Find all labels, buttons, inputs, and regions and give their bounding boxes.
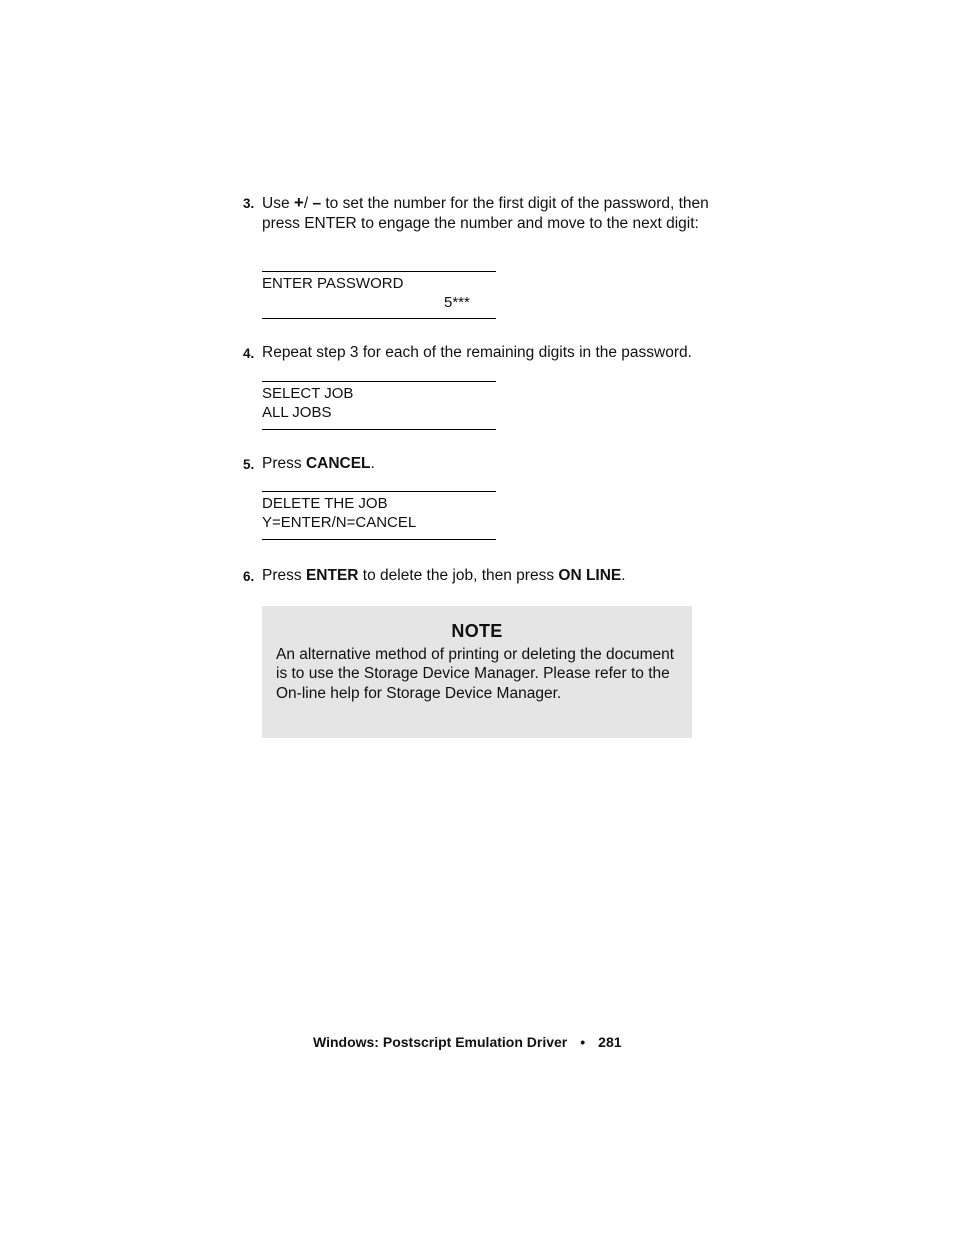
step-number: 6. [243,569,255,584]
display-line-1: DELETE THE JOB [262,495,388,512]
step-number: 5. [243,457,255,472]
plus-symbol: + [293,193,304,212]
display-line-1: SELECT JOB [262,385,354,402]
minus-symbol: – [312,195,322,212]
step-5 [243,454,733,474]
cancel-key-label: CANCEL [305,455,371,472]
step-6 [243,566,733,586]
step-number: 4. [243,346,255,361]
step-4 [243,343,733,363]
display-line-2: ALL JOBS [262,404,332,421]
page-number: 281 [598,1034,622,1050]
step-text: Press CANCEL. [262,455,375,472]
footer-title: Windows: Postscript Emulation Driver [313,1034,568,1050]
step-text: Use +/ – to set the number for the first digit of the password, then press ENTER to engage the number and move to the next digit: [262,193,709,232]
step-text: Repeat step 3 for each of the remaining digits in the password. [262,344,692,361]
page-footer [313,1034,622,1050]
lcd-display-delete-job [262,491,496,540]
display-line-1: ENTER PASSWORD [262,275,404,292]
lcd-display-enter-password [262,271,496,319]
display-line-2: 5*** [444,294,470,311]
note-title: NOTE [451,621,503,641]
step-3 [243,193,733,234]
enter-key-label: ENTER [305,567,359,584]
display-line-2: Y=ENTER/N=CANCEL [262,514,417,531]
note-body: An alternative method of printing or deleting the document is to use the Storage Device Manager. Please refer to the On-line help for Storage Device Manager. [276,646,675,702]
lcd-display-select-job [262,381,496,430]
note-box [262,606,692,738]
step-text: Press ENTER to delete the job, then press ON LINE. [262,567,626,584]
footer-bullet: • [580,1034,586,1050]
on-line-key-label: ON LINE [558,567,622,584]
step-number: 3. [243,196,255,211]
